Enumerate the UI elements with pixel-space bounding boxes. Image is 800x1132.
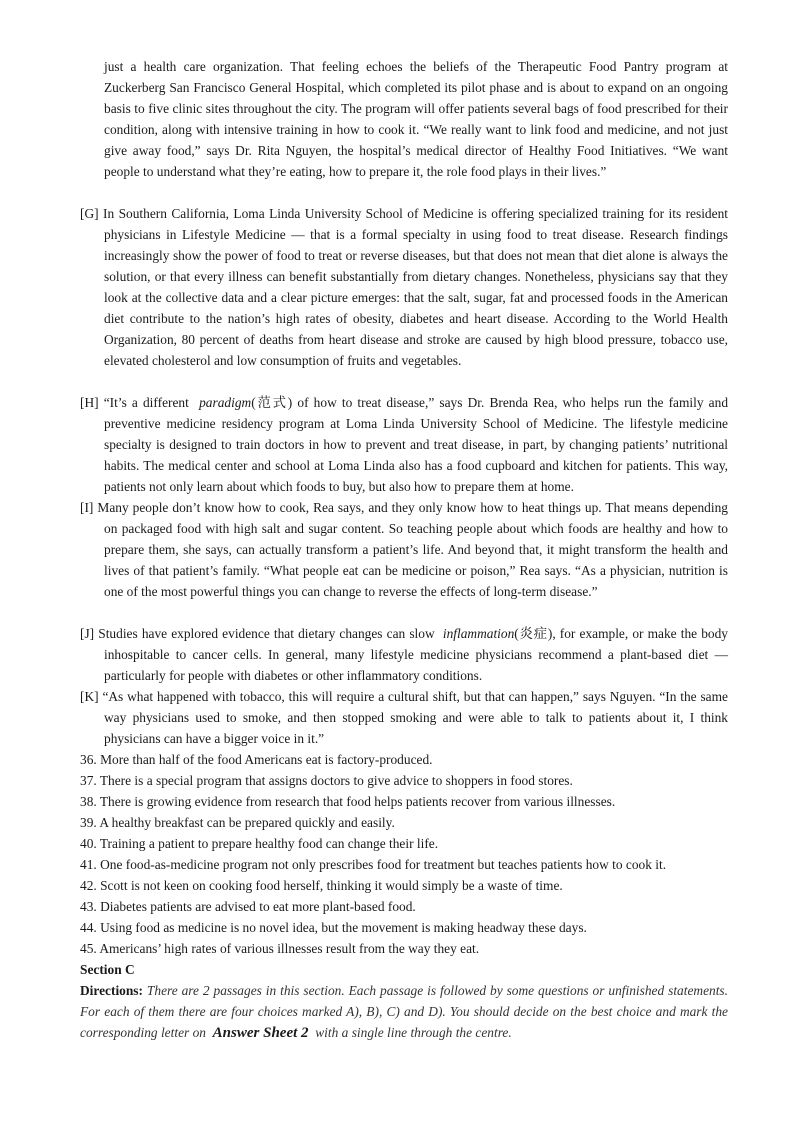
paragraph-i bbox=[80, 497, 728, 602]
paragraph-i-text bbox=[80, 497, 728, 602]
paragraph-i-body: Many people don’t know how to cook, Rea says, and they only know how to heat things up. That means depending on packaged food with high salt and sugar content. So teaching people about which foods are healthy and how to prepare them, she says, can actually transform a patient’s life. And beyond that, it might transform the health and lives of that patient’s family. “What people eat can be medicine or poison,” Rea says. “As a physician, nutrition is one of the most powerful things you can change to reverse the effects of long-term disease.” bbox=[97, 500, 728, 599]
question-item: 38. There is growing evidence from research that food helps patients recover from various illnesses. bbox=[80, 794, 616, 809]
paragraph-j-pre: Studies have explored evidence that dietary changes can slow bbox=[98, 626, 435, 641]
section-c-directions bbox=[80, 980, 728, 1044]
question-list bbox=[80, 749, 728, 959]
question-item: 40. Training a patient to prepare healthy food can change their life. bbox=[80, 836, 439, 851]
directions-text: There are 2 passages in this section. Each passage is followed by some questions or unfinished statements. For each of them there are four choices marked A), B), C) and D). You should decide on the best choice and mark the corresponding letter on bbox=[80, 983, 728, 1040]
paragraph-h-post: of how to treat disease,” says Dr. Brenda Rea, who helps run the family and preventive medicine residency program at Loma Linda University School of Medicine. The lifestyle medicine specialty is designed to train doctors in how to prevent and treat disease, in part, by changing patients’ nutritional habits. The medical center and school at Loma Linda also has a food cupboard and kitchen for patients. This way, patients not only learn about which foods to buy, but also how to prepare them at home. bbox=[104, 395, 729, 494]
paragraph-h-term: paradigm bbox=[199, 395, 252, 410]
question-item: 43. Diabetes patients are advised to eat more plant-based food. bbox=[80, 899, 416, 914]
question-item: 37. There is a special program that assigns doctors to give advice to shoppers in food stores. bbox=[80, 773, 573, 788]
directions-label: Directions: bbox=[80, 983, 143, 998]
section-c bbox=[80, 959, 728, 1044]
question-item: 39. A healthy breakfast can be prepared quickly and easily. bbox=[80, 815, 395, 830]
paragraph-j-post: , for example, or make the body inhospitable to cancer cells. In general, many lifestyle medicine physicians recommend a plant-based diet — particularly for people with diabetes or other inflammatory conditions. bbox=[104, 626, 728, 683]
paragraph-g-body: In Southern California, Loma Linda University School of Medicine is offering specialized training for its resident physicians in Lifestyle Medicine — that is a formal specialty in using food to treat disease. Research findings increasingly show the power of food to treat or reverse diseases, but that does not mean that diet alone is always the solution, or that every illness can benefit substantially from dietary changes. Nonetheless, physicians say that they look at the collective data and a clear picture emerges: that the salt, sugar, fat and processed foods in the American diet contribute to the nation’s high rates of obesity, diabetes and heart disease. According to the World Health Organization, 80 percent of deaths from heart disease and stroke are caused by high blood pressure, tobacco use, elevated cholesterol and low consumption of fruits and vegetables. bbox=[103, 206, 728, 368]
paragraph-k-body: “As what happened with tobacco, this will require a cultural shift, but that can happen,” says Nguyen. “In the same way physicians used to smoke, and then stopped smoking and were able to talk to patients about it, I think physicians can have a bigger voice in it.” bbox=[102, 689, 728, 746]
paragraph-g bbox=[80, 203, 728, 371]
paragraph-j-gloss: (炎症) bbox=[514, 626, 553, 641]
paragraph-k bbox=[80, 686, 728, 749]
paragraph-h-pre: “It’s a different bbox=[103, 395, 189, 410]
directions-end: with a single line through the centre. bbox=[315, 1025, 512, 1040]
continuation-text: just a health care organization. That feeling echoes the beliefs of the Therapeutic Food Pantry program at Zuckerberg San Francisco General Hospital, which completed its pilot phase and is about to expand on an ongoing basis to five clinic sites throughout the city. The program will offer patients several bags of food prescribed for their condition, along with intensive training in how to cook it. “We really want to link food and medicine, and not just give away food,” says Dr. Rita Nguyen, the hospital’s medical director of Healthy Food Initiatives. “We want people to understand what they’re eating, how to prepare it, the role food plays in their lives.” bbox=[104, 59, 728, 179]
paragraph-i-label: [I] bbox=[80, 500, 94, 515]
paragraph-j-term: inflammation bbox=[442, 626, 515, 641]
paragraph-g-label: [G] bbox=[80, 206, 99, 221]
paragraph-h-text bbox=[80, 392, 728, 497]
paragraph-k-label: [K] bbox=[80, 689, 99, 704]
answer-sheet-label: Answer Sheet 2 bbox=[212, 1025, 309, 1041]
question-item: 44. Using food as medicine is no novel idea, but the movement is making headway these days. bbox=[80, 920, 587, 935]
paragraph-j-label: [J] bbox=[80, 626, 95, 641]
question-item: 42. Scott is not keen on cooking food herself, thinking it would simply be a waste of time. bbox=[80, 878, 563, 893]
question-item: 41. One food-as-medicine program not only prescribes food for treatment but teaches patients how to cook it. bbox=[80, 857, 667, 872]
paragraph-j-text bbox=[80, 623, 728, 686]
paragraph-h-label: [H] bbox=[80, 395, 99, 410]
paragraph-h bbox=[80, 392, 728, 497]
paragraph-j bbox=[80, 623, 728, 686]
paragraph-k-text bbox=[80, 686, 728, 749]
paragraph-g-text bbox=[80, 203, 728, 371]
paragraph-f-continuation bbox=[80, 56, 728, 182]
section-c-heading: Section C bbox=[80, 962, 135, 977]
question-item: 36. More than half of the food Americans eat is factory-produced. bbox=[80, 752, 433, 767]
question-item: 45. Americans’ high rates of various illnesses result from the way they eat. bbox=[80, 941, 480, 956]
paragraph-h-gloss: (范式) bbox=[251, 395, 293, 410]
